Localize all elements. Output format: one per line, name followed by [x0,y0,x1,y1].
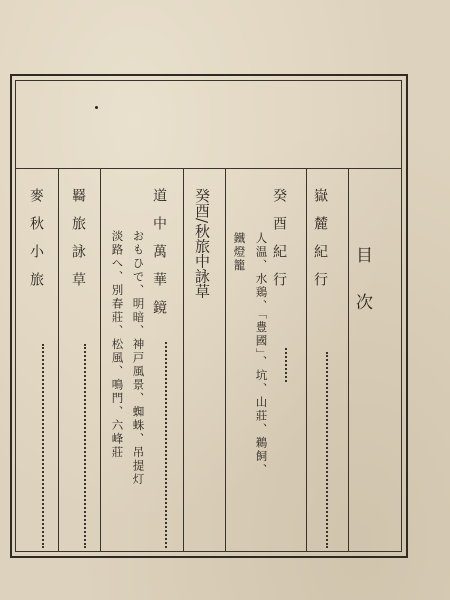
contents-title: 目次 [352,246,372,340]
dot-leader [84,344,86,548]
entry-title: 癸酉紀行 [271,188,287,300]
entry-subtitle: 淡路へ、別春莊、松風、鳴門、六峰莊 [110,230,125,460]
column-divider [100,168,101,552]
dot-leader [42,344,44,548]
ink-speck [95,106,98,109]
dot-leader [326,352,328,548]
entry-subtitle: 人温、水鶏、「豊國」、坑、山莊、鵜飼、 [254,232,269,477]
column-divider [225,168,226,552]
column-divider [306,168,307,552]
entry-title: 麥秋小旅 [28,188,44,300]
entry-title: 道中萬華鏡 [151,188,167,328]
entry-subtitle: 鐵燈籠 [232,232,247,273]
column-divider [58,168,59,552]
entry-subtitle: おもひで、明暗、神戸風景、蜘蛛、吊提灯 [131,230,146,487]
entry-title: 嶽麓紀行 [312,188,328,300]
entry-title: 羇旅詠草 [70,188,86,300]
entry-title: 癸酉/秋旅中詠草 [193,188,211,299]
dot-leader [285,348,287,382]
dot-leader [165,342,167,548]
column-divider [348,168,349,552]
contents-frame [15,80,402,552]
header-rule [15,168,402,169]
column-divider [183,168,184,552]
